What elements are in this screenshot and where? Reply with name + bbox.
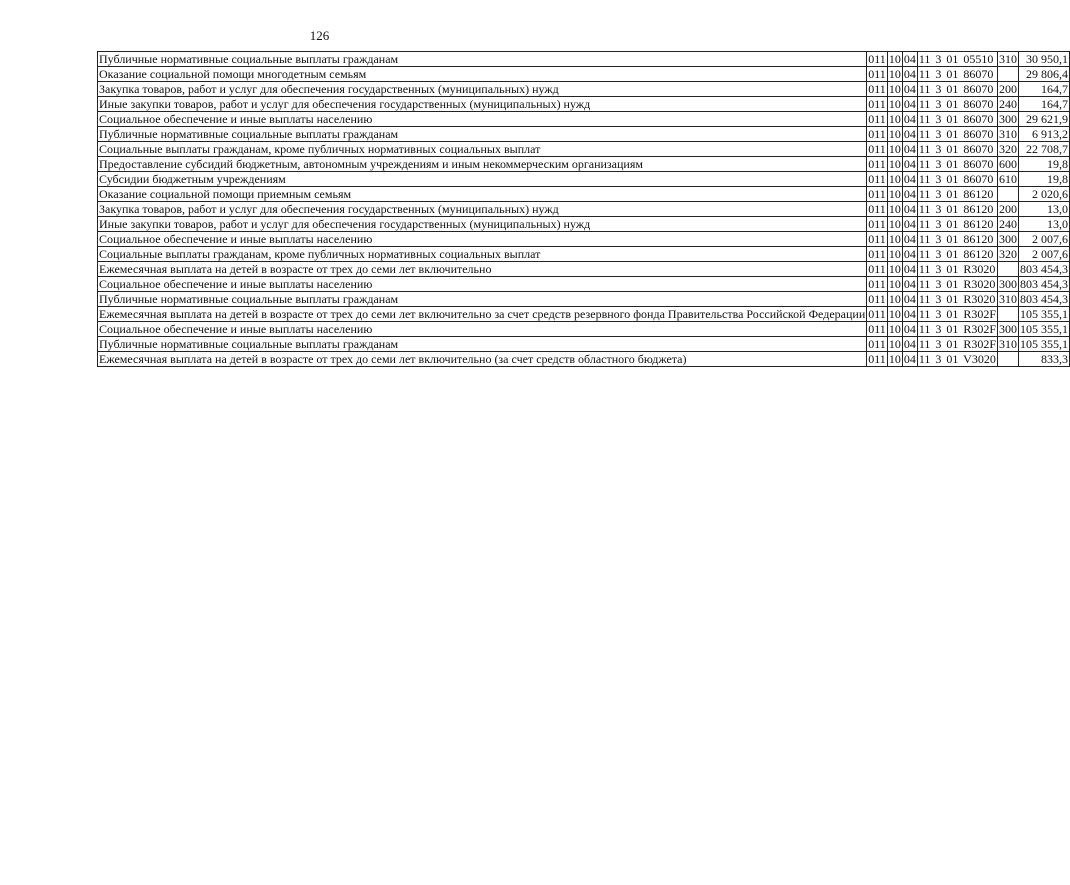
amount-cell: 105 355,1: [1020, 337, 1069, 351]
row-name-cell: Закупка товаров, работ и услуг для обеспечения государственных (муниципальных) нужд: [98, 202, 867, 217]
target-article-code-cell: 11 3 01 R302F: [918, 322, 997, 336]
target-article-code-cell: 11 3 01 86070: [917, 172, 997, 187]
target-article-code-cell: 11 3 01 86120: [917, 217, 997, 232]
section-code-cell: 10: [888, 97, 901, 111]
page-number: 126: [309, 28, 330, 43]
section-code-cell: 10: [888, 277, 901, 291]
row-name-cell: Ежемесячная выплата на детей в возрасте от трех до семи лет включительно: [98, 262, 867, 277]
target-article-code-cell: 11 3 01 05510: [917, 52, 997, 67]
ministry-code-cell: 011: [868, 82, 886, 96]
section-code-cell: 10: [888, 217, 901, 231]
section-code-cell: 10: [888, 67, 901, 81]
expense-type-code-cell: 320: [999, 142, 1018, 156]
amount-cell: 29 621,9: [1019, 112, 1070, 127]
table-row: [98, 352, 1070, 367]
subsection-code-cell: 04: [903, 157, 916, 171]
row-name-cell: Социальное обеспечение и иные выплаты населению: [98, 232, 867, 247]
amount-cell: 2 020,6: [1019, 187, 1070, 202]
row-name-cell: Оказание социальной помощи многодетным семьям: [98, 67, 867, 82]
target-article-code-cell: 11 3 01 86120: [917, 187, 997, 202]
section-code-cell: 10: [888, 112, 901, 126]
row-name-cell: Иные закупки товаров, работ и услуг для обеспечения государственных (муниципальных) нужд: [98, 97, 867, 112]
row-name-cell: Публичные нормативные социальные выплаты гражданам: [98, 127, 867, 142]
row-name-cell: Публичные нормативные социальные выплаты гражданам: [98, 337, 867, 352]
expense-type-code-cell: 300: [999, 277, 1018, 291]
target-article-code-cell: 11 3 01 86070: [917, 127, 997, 142]
table-row: [98, 292, 1070, 307]
expense-type-code-cell: 600: [999, 157, 1018, 171]
amount-cell: 105 355,1: [1020, 322, 1069, 336]
subsection-code-cell: 04: [903, 142, 916, 156]
amount-cell: 2 007,6: [1019, 232, 1070, 247]
section-code-cell: 10: [888, 52, 901, 66]
section-code-cell: 10: [888, 307, 901, 321]
section-code-cell: 10: [888, 142, 901, 156]
ministry-code-cell: 011: [868, 217, 886, 231]
ministry-code-cell: 011: [868, 262, 886, 276]
amount-cell: 29 806,4: [1019, 67, 1070, 82]
target-article-code-cell: 11 3 01 86070: [917, 142, 997, 157]
ministry-code-cell: 011: [868, 67, 886, 81]
ministry-code-cell: 011: [868, 142, 886, 156]
amount-cell: 13,0: [1019, 202, 1070, 217]
table-row: [98, 112, 1070, 127]
expense-type-code-cell: 310: [999, 52, 1018, 66]
target-article-code-cell: 11 3 01 V3020: [918, 352, 996, 366]
section-code-cell: 10: [888, 187, 901, 201]
row-name-cell: Социальное обеспечение и иные выплаты населению: [98, 112, 867, 127]
amount-cell: 803 454,3: [1020, 262, 1069, 276]
subsection-code-cell: 04: [903, 262, 916, 276]
row-name-cell: Ежемесячная выплата на детей в возрасте от трех до семи лет включительно (за счет средств областного бюджета): [98, 352, 867, 367]
section-code-cell: 10: [888, 337, 901, 351]
target-article-code-cell: 11 3 01 86070: [917, 82, 997, 97]
amount-cell: 833,3: [1019, 352, 1070, 367]
table-row: [98, 127, 1070, 142]
table-row: [98, 337, 1070, 352]
ministry-code-cell: 011: [868, 292, 886, 306]
section-code-cell: 10: [888, 202, 901, 216]
amount-cell: 803 454,3: [1020, 292, 1069, 306]
subsection-code-cell: 04: [903, 337, 916, 351]
expense-type-code-cell: 200: [999, 82, 1018, 96]
section-code-cell: 10: [888, 247, 901, 261]
subsection-code-cell: 04: [903, 127, 916, 141]
row-name-cell: Публичные нормативные социальные выплаты гражданам: [98, 52, 867, 67]
expense-type-code-cell: 240: [999, 97, 1018, 111]
row-name-cell: Субсидии бюджетным учреждениям: [98, 172, 867, 187]
subsection-code-cell: 04: [903, 307, 916, 321]
expense-type-code-cell: 320: [999, 247, 1018, 261]
ministry-code-cell: 011: [868, 127, 886, 141]
row-name-cell: Социальное обеспечение и иные выплаты населению: [98, 277, 867, 292]
row-name-cell: Публичные нормативные социальные выплаты гражданам: [98, 292, 867, 307]
table-row: [98, 262, 1070, 277]
expense-type-code-cell: [998, 307, 1019, 322]
table-row: [98, 52, 1070, 67]
ministry-code-cell: 011: [868, 322, 886, 336]
subsection-code-cell: 04: [903, 292, 916, 306]
expense-type-code-cell: [998, 262, 1019, 277]
ministry-code-cell: 011: [868, 247, 886, 261]
target-article-code-cell: 11 3 01 R302F: [918, 307, 997, 321]
row-name-cell: Иные закупки товаров, работ и услуг для обеспечения государственных (муниципальных) нужд: [98, 217, 867, 232]
expense-type-code-cell: 300: [999, 232, 1018, 246]
table-row: [98, 67, 1070, 82]
expense-type-code-cell: 310: [999, 127, 1018, 141]
subsection-code-cell: 04: [903, 82, 916, 96]
ministry-code-cell: 011: [868, 97, 886, 111]
amount-cell: 164,7: [1019, 82, 1070, 97]
section-code-cell: 10: [888, 127, 901, 141]
subsection-code-cell: 04: [903, 322, 916, 336]
target-article-code-cell: 11 3 01 R302F: [918, 337, 997, 351]
ministry-code-cell: 011: [868, 202, 886, 216]
target-article-code-cell: 11 3 01 R3020: [917, 262, 997, 277]
section-code-cell: 10: [888, 292, 901, 306]
ministry-code-cell: 011: [868, 307, 886, 321]
row-name-cell: Предоставление субсидий бюджетным, автономным учреждениям и иным некоммерческим организациям: [98, 157, 867, 172]
subsection-code-cell: 04: [903, 352, 916, 366]
target-article-code-cell: 11 3 01 86120: [917, 202, 997, 217]
section-code-cell: 10: [888, 82, 901, 96]
table-row: [98, 307, 1070, 322]
expense-type-code-cell: [998, 352, 1019, 367]
row-name-cell: Социальные выплаты гражданам, кроме публичных нормативных социальных выплат: [98, 247, 867, 262]
ministry-code-cell: 011: [868, 337, 886, 351]
section-code-cell: 10: [888, 157, 901, 171]
amount-cell: 13,0: [1019, 217, 1070, 232]
budget-table: [97, 51, 1070, 367]
row-name-cell: Закупка товаров, работ и услуг для обеспечения государственных (муниципальных) нужд: [98, 82, 867, 97]
expense-type-code-cell: 610: [999, 172, 1018, 186]
subsection-code-cell: 04: [903, 247, 916, 261]
subsection-code-cell: 04: [903, 172, 916, 186]
section-code-cell: 10: [888, 352, 901, 366]
subsection-code-cell: 04: [903, 232, 916, 246]
table-row: [98, 97, 1070, 112]
ministry-code-cell: 011: [868, 277, 886, 291]
row-name-cell: Социальное обеспечение и иные выплаты населению: [98, 322, 867, 337]
ministry-code-cell: 011: [868, 172, 886, 186]
budget-table-body: [98, 52, 1070, 367]
table-row: [98, 232, 1070, 247]
table-row: [98, 187, 1070, 202]
subsection-code-cell: 04: [903, 97, 916, 111]
target-article-code-cell: 11 3 01 86070: [917, 67, 997, 82]
expense-type-code-cell: 300: [999, 322, 1018, 336]
table-row: [98, 247, 1070, 262]
row-name-cell: Социальные выплаты гражданам, кроме публичных нормативных социальных выплат: [98, 142, 867, 157]
expense-type-code-cell: 240: [999, 217, 1018, 231]
subsection-code-cell: 04: [903, 277, 916, 291]
expense-type-code-cell: [998, 187, 1019, 202]
subsection-code-cell: 04: [903, 202, 916, 216]
subsection-code-cell: 04: [903, 52, 916, 66]
ministry-code-cell: 011: [868, 232, 886, 246]
target-article-code-cell: 11 3 01 86120: [917, 232, 997, 247]
expense-type-code-cell: [998, 67, 1019, 82]
amount-cell: 22 708,7: [1019, 142, 1070, 157]
section-code-cell: 10: [888, 172, 901, 186]
amount-cell: 803 454,3: [1020, 277, 1069, 291]
amount-cell: 2 007,6: [1019, 247, 1070, 262]
ministry-code-cell: 011: [868, 112, 886, 126]
ministry-code-cell: 011: [868, 157, 886, 171]
expense-type-code-cell: 300: [999, 112, 1018, 126]
target-article-code-cell: 11 3 01 86070: [917, 157, 997, 172]
subsection-code-cell: 04: [903, 67, 916, 81]
table-row: [98, 172, 1070, 187]
expense-type-code-cell: 310: [999, 292, 1018, 306]
section-code-cell: 10: [888, 262, 901, 276]
table-row: [98, 142, 1070, 157]
amount-cell: 19,8: [1019, 157, 1070, 172]
target-article-code-cell: 11 3 01 86120: [917, 247, 997, 262]
table-row: [98, 82, 1070, 97]
amount-cell: 164,7: [1019, 97, 1070, 112]
target-article-code-cell: 11 3 01 R3020: [917, 277, 997, 292]
ministry-code-cell: 011: [868, 187, 886, 201]
table-row: [98, 157, 1070, 172]
target-article-code-cell: 11 3 01 R3020: [917, 292, 997, 307]
amount-cell: 105 355,1: [1020, 307, 1069, 321]
table-row: [98, 202, 1070, 217]
table-row: [98, 217, 1070, 232]
section-code-cell: 10: [888, 322, 901, 336]
subsection-code-cell: 04: [903, 187, 916, 201]
subsection-code-cell: 04: [903, 217, 916, 231]
amount-cell: 30 950,1: [1019, 52, 1070, 67]
target-article-code-cell: 11 3 01 86070: [917, 97, 997, 112]
row-name-cell: Ежемесячная выплата на детей в возрасте от трех до семи лет включительно за счет средств резервного фонда Правительства Российской Федерации: [99, 307, 866, 321]
amount-cell: 6 913,2: [1019, 127, 1070, 142]
table-row: [98, 277, 1070, 292]
target-article-code-cell: 11 3 01 86070: [917, 112, 997, 127]
expense-type-code-cell: 310: [999, 337, 1018, 351]
expense-type-code-cell: 200: [999, 202, 1018, 216]
table-row: [98, 322, 1070, 337]
subsection-code-cell: 04: [903, 112, 916, 126]
section-code-cell: 10: [888, 232, 901, 246]
ministry-code-cell: 011: [868, 352, 886, 366]
ministry-code-cell: 011: [868, 52, 886, 66]
row-name-cell: Оказание социальной помощи приемным семьям: [98, 187, 867, 202]
amount-cell: 19,8: [1019, 172, 1070, 187]
